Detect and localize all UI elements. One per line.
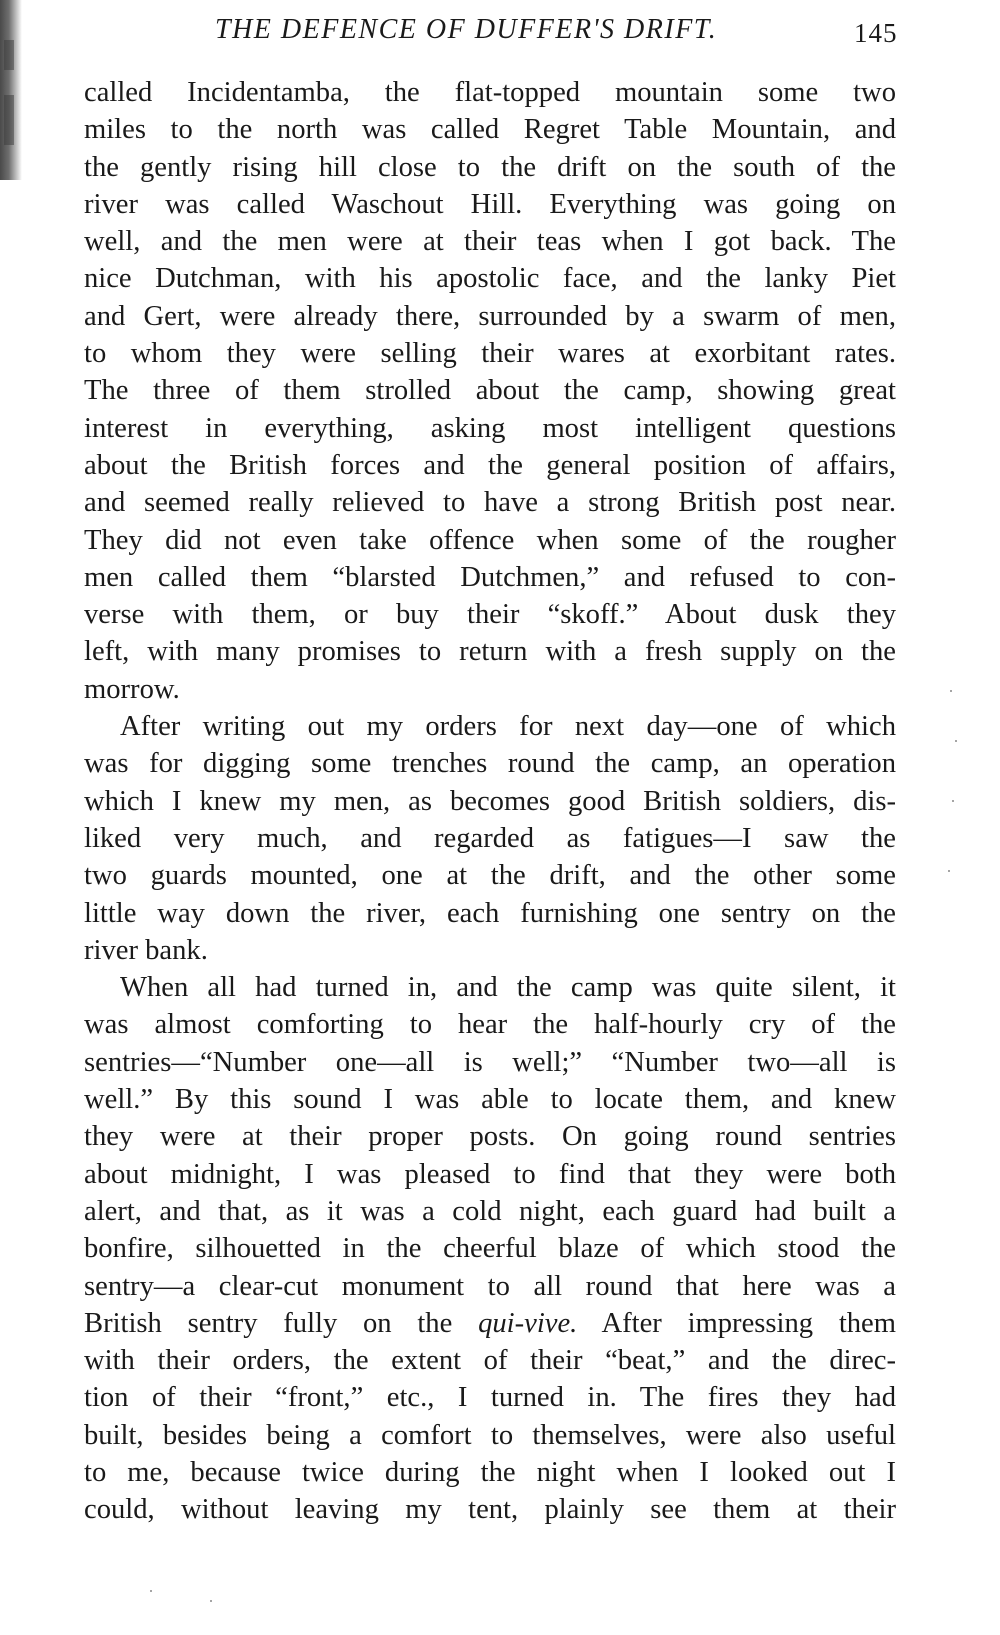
page-number: 145 — [854, 18, 898, 48]
text-line: river was called Waschout Hill. Everything was going on — [84, 188, 896, 220]
text-line: to whom they were selling their wares at exorbitant rates. — [84, 338, 896, 370]
text-line: was for digging some trenches round the camp, an operation — [84, 748, 896, 780]
text-line: to me, because twice during the night when I looked out I — [84, 1456, 896, 1488]
text-line: about midnight, I was pleased to find that they were both — [84, 1158, 896, 1190]
text-line: and Gert, were already there, surrounded by a swarm of men, — [84, 300, 896, 332]
text-line: interest in everything, asking most intelligent questions — [84, 412, 896, 444]
body-text — [84, 74, 896, 1529]
text-line: called Incidentamba, the flat-topped mountain some two — [84, 77, 896, 108]
print-speck — [948, 870, 950, 872]
text-line: well, and the men were at their teas when I got back. The — [84, 226, 896, 258]
text-line: alert, and that, as it was a cold night, each guard had built a — [84, 1195, 896, 1227]
text-line: liked very much, and regarded as fatigues—I saw the — [84, 822, 896, 854]
text-line: morrow. — [84, 673, 180, 705]
running-head: THE DEFENCE OF DUFFER'S DRIFT. — [215, 14, 718, 45]
text-line: verse with them, or buy their “skoff.” About dusk they — [84, 599, 896, 631]
binding-mark — [4, 40, 14, 70]
text-line: little way down the river, each furnishing one sentry on the — [84, 897, 896, 929]
text-line: two guards mounted, one at the drift, and the other some — [84, 860, 896, 892]
text-line: the gently rising hill close to the drift on the south of the — [84, 151, 896, 183]
text-line: left, with many promises to return with a fresh supply on the — [84, 636, 896, 668]
text-line: sentries—“Number one—all is well;” “Number two—all is — [84, 1046, 896, 1078]
text-line: which I knew my men, as becomes good British soldiers, dis- — [84, 785, 896, 817]
print-speck — [955, 740, 957, 742]
text-line: The three of them strolled about the camp, showing great — [84, 375, 896, 407]
binding-shadow — [0, 0, 22, 180]
text-line: tion of their “front,” etc., I turned in. The fires they had — [84, 1382, 896, 1414]
text-line: well.” By this sound I was able to locate them, and knew — [84, 1084, 896, 1116]
print-speck — [952, 800, 954, 802]
text-line: they were at their proper posts. On going round sentries — [84, 1121, 896, 1153]
text-line: bonfire, silhouetted in the cheerful blaze of which stood the — [84, 1233, 896, 1265]
text-line: miles to the north was called Regret Table Mountain, and — [84, 114, 896, 146]
text-line: with their orders, the extent of their “beat,” and the direc- — [84, 1345, 896, 1377]
text-line: built, besides being a comfort to themselves, were also useful — [84, 1419, 896, 1451]
text-line: nice Dutchman, with his apostolic face, and the lanky Piet — [84, 263, 896, 295]
text-line: and seemed really relieved to have a strong British post near. — [84, 487, 896, 519]
text-segment: British sentry fully on the — [84, 1307, 479, 1339]
text-line: After writing out my orders for next day—one of which — [120, 711, 896, 743]
print-speck — [150, 1590, 152, 1592]
italic-phrase: qui-vive. — [478, 1307, 578, 1339]
print-speck — [210, 1600, 212, 1602]
text-line: was almost comforting to hear the half-hourly cry of the — [84, 1009, 896, 1041]
text-line: They did not even take offence when some of the rougher — [84, 524, 896, 556]
print-speck — [950, 690, 952, 692]
text-line: could, without leaving my tent, plainly see them at their — [84, 1494, 896, 1526]
text-line: river bank. — [84, 934, 208, 966]
text-line: men called them “blarsted Dutchmen,” and refused to con- — [84, 561, 896, 593]
text-line-with-italic — [84, 1305, 896, 1342]
text-segment: After impressing them — [577, 1307, 896, 1339]
text-line: about the British forces and the general position of affairs, — [84, 449, 896, 481]
text-line: sentry—a clear-cut monument to all round that here was a — [84, 1270, 896, 1302]
text-line: When all had turned in, and the camp was quite silent, it — [120, 972, 896, 1004]
binding-mark — [4, 95, 14, 145]
